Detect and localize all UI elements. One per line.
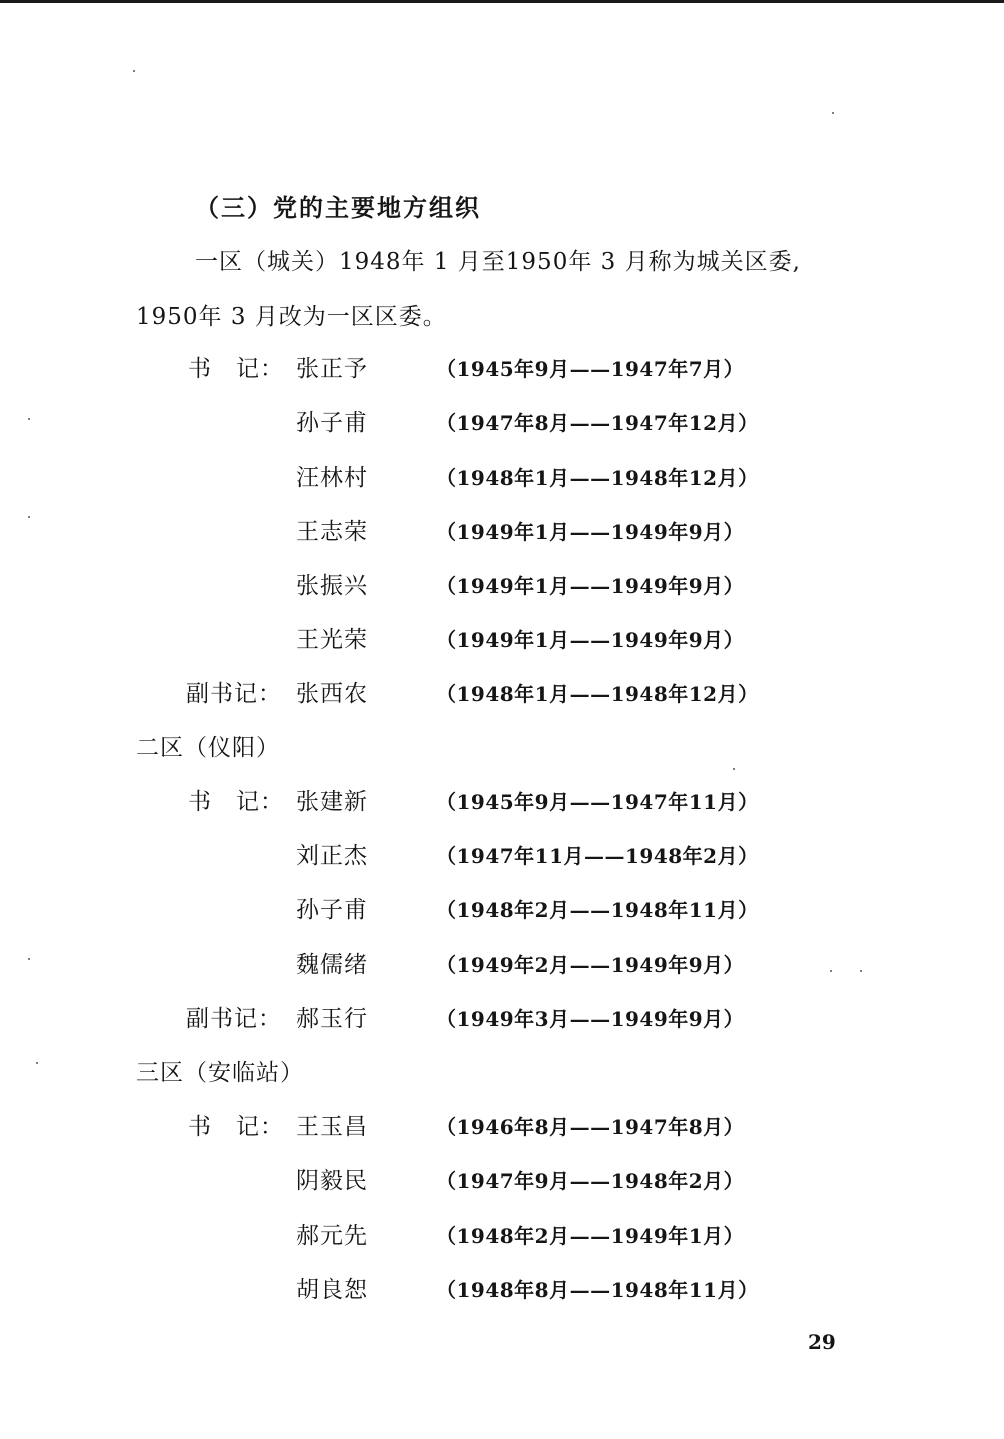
scan-speck — [860, 970, 862, 972]
person-name: 刘正杰 — [296, 843, 368, 869]
term-period: （1948年2月——1948年11月） — [436, 898, 759, 922]
person-name: 张西农 — [296, 681, 368, 707]
person-name: 郝元先 — [296, 1223, 368, 1249]
scan-speck — [133, 70, 135, 72]
intro-line-2: 1950年 3 月改为一区区委。 — [136, 304, 447, 330]
person-name: 孙子甫 — [296, 897, 368, 923]
district-3-title: 三区（安临站） — [136, 1060, 304, 1086]
person-name: 汪林村 — [296, 465, 368, 491]
term-period: （1945年9月——1947年11月） — [436, 790, 759, 814]
role-label-secretary: 书 记： — [188, 356, 284, 382]
person-name: 张正予 — [296, 356, 368, 382]
person-name: 张振兴 — [296, 573, 368, 599]
scan-speck — [28, 958, 30, 960]
role-label-secretary: 书 记： — [188, 1114, 284, 1140]
role-label-secretary: 书 记： — [188, 789, 284, 815]
person-name: 张建新 — [296, 789, 368, 815]
term-period: （1949年3月——1949年9月） — [436, 1007, 745, 1031]
top-border-rule — [0, 0, 1004, 3]
person-name: 阴毅民 — [296, 1168, 368, 1194]
person-name: 郝玉行 — [296, 1006, 368, 1032]
term-period: （1946年8月——1947年8月） — [436, 1115, 745, 1139]
role-label-deputy-secretary: 副书记： — [186, 1006, 282, 1032]
person-name: 魏儒绪 — [296, 952, 368, 978]
term-period: （1949年1月——1949年9月） — [436, 574, 745, 598]
section-heading: （三）党的主要地方组织 — [195, 193, 481, 222]
person-name: 王光荣 — [296, 627, 368, 653]
term-period: （1945年9月——1947年7月） — [436, 357, 745, 381]
term-period: （1948年2月——1949年1月） — [436, 1224, 745, 1248]
term-period: （1949年1月——1949年9月） — [436, 520, 745, 544]
scan-speck — [28, 516, 30, 518]
term-period: （1948年1月——1948年12月） — [436, 466, 759, 490]
term-period: （1947年11月——1948年2月） — [436, 844, 759, 868]
intro-line-1: 一区（城关）1948年 1 月至1950年 3 月称为城关区委, — [195, 249, 801, 275]
district-2-title: 二区（仪阳） — [136, 735, 280, 761]
person-name: 王志荣 — [296, 519, 368, 545]
term-period: （1949年1月——1949年9月） — [436, 628, 745, 652]
term-period: （1948年1月——1948年12月） — [436, 682, 759, 706]
scan-speck — [36, 1062, 38, 1064]
scan-speck — [832, 112, 834, 114]
person-name: 孙子甫 — [296, 410, 368, 436]
scan-speck — [733, 768, 735, 770]
role-label-deputy-secretary: 副书记： — [186, 681, 282, 707]
scan-speck — [28, 418, 30, 420]
term-period: （1947年8月——1947年12月） — [436, 411, 759, 435]
person-name: 王玉昌 — [296, 1114, 368, 1140]
term-period: （1948年8月——1948年11月） — [436, 1278, 759, 1302]
page-number: 29 — [808, 1330, 836, 1354]
person-name: 胡良恕 — [296, 1277, 368, 1303]
scan-speck — [830, 970, 832, 972]
term-period: （1949年2月——1949年9月） — [436, 953, 745, 977]
term-period: （1947年9月——1948年2月） — [436, 1169, 745, 1193]
